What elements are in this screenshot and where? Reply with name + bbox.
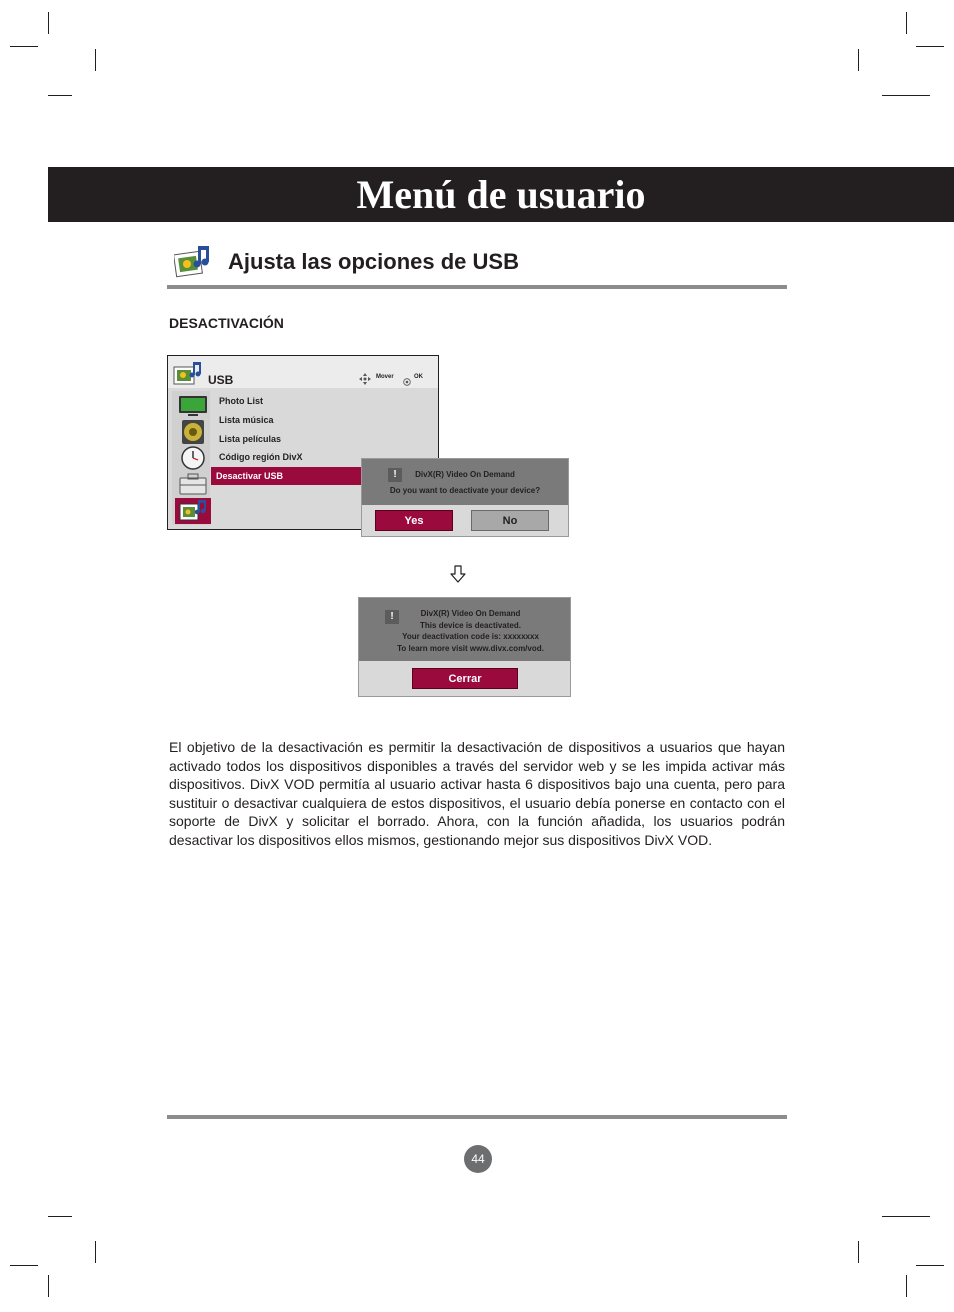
photo-music-icon xyxy=(173,361,203,387)
toolbox-icon[interactable] xyxy=(176,472,210,496)
crop-mark xyxy=(10,46,38,47)
close-button[interactable]: Cerrar xyxy=(412,668,518,689)
subheading: DESACTIVACIÓN xyxy=(169,315,284,331)
menu-side-icons xyxy=(172,391,210,525)
menu-item-divx-region-code[interactable]: Código región DivX xyxy=(219,452,303,462)
crop-mark xyxy=(95,1241,96,1263)
section-rule xyxy=(167,285,787,289)
page-title-bar xyxy=(48,167,954,222)
crop-mark xyxy=(906,12,907,34)
warning-icon: ! xyxy=(388,468,402,482)
hint-move: Mover xyxy=(376,374,394,380)
dialog-message-area xyxy=(359,598,570,661)
menu-item-music-list[interactable]: Lista música xyxy=(219,415,274,425)
crop-mark xyxy=(48,95,72,96)
photo-music-icon[interactable] xyxy=(175,498,211,524)
warning-icon: ! xyxy=(385,610,399,624)
body-paragraph: El objetivo de la desactivación es permitir la desactivación de dispositivos a usuarios que hayan activado todos los dispositivos disponibles a través del servidor web y se les impida activar más dispositivos. DivX VOD permitía al usuario activar hasta 6 dispositivos bajo una cuenta, pero para sustituir o desactivar cualquiera de estos dispositivos, el usuario debía ponerse en contacto con el soporte de DivX y solicitar el borrado. Ahora, con la función añadida, los usuarios podrán desactivar los dispositivos ellos mismos, gestionando mejor sus dispositivos DivX VOD. xyxy=(169,739,785,848)
dialog-message-area xyxy=(362,459,568,505)
menu-item-photo-list[interactable]: Photo List xyxy=(219,396,263,406)
page-number: 44 xyxy=(464,1145,492,1173)
crop-mark xyxy=(48,1216,72,1217)
ok-icon xyxy=(403,373,411,381)
crop-mark xyxy=(916,1265,944,1266)
section-title: Ajusta las opciones de USB xyxy=(228,249,519,274)
clock-icon[interactable] xyxy=(176,446,210,470)
crop-mark xyxy=(95,49,96,71)
crop-mark xyxy=(858,49,859,71)
dialog-title: DivX(R) Video On Demand xyxy=(415,470,515,479)
menu-item-movie-list[interactable]: Lista películas xyxy=(219,434,282,444)
menu-header xyxy=(168,356,438,388)
dialog-question: Do you want to deactivate your device? xyxy=(389,486,541,495)
speaker-icon[interactable] xyxy=(176,420,210,444)
tv-icon[interactable] xyxy=(176,394,210,418)
crop-mark xyxy=(48,12,49,34)
crop-mark xyxy=(10,1265,38,1266)
arrow-down-icon xyxy=(450,565,466,583)
confirm-dialog xyxy=(361,458,569,537)
navigate-icon xyxy=(359,372,371,384)
crop-mark xyxy=(882,1216,930,1217)
crop-mark xyxy=(48,1275,49,1297)
crop-mark xyxy=(858,1241,859,1263)
menu-title: USB xyxy=(208,373,234,387)
page-title: Menú de usuario xyxy=(356,172,646,217)
dialog-status: This device is deactivated. xyxy=(420,621,521,630)
dialog-title: DivX(R) Video On Demand xyxy=(420,609,521,618)
menu-item-deactivate-usb[interactable]: Desactivar USB xyxy=(211,467,438,485)
crop-mark xyxy=(916,46,944,47)
dialog-link: To learn more visit www.divx.com/vod. xyxy=(397,644,544,653)
photo-music-icon xyxy=(174,245,212,279)
yes-button[interactable]: Yes xyxy=(375,510,453,531)
result-dialog xyxy=(358,597,571,697)
hint-ok: OK xyxy=(414,374,423,380)
dialog-code: Your deactivation code is: xxxxxxxx xyxy=(402,632,539,641)
footer-rule xyxy=(167,1115,787,1119)
crop-mark xyxy=(906,1275,907,1297)
no-button[interactable]: No xyxy=(471,510,549,531)
crop-mark xyxy=(882,95,930,96)
